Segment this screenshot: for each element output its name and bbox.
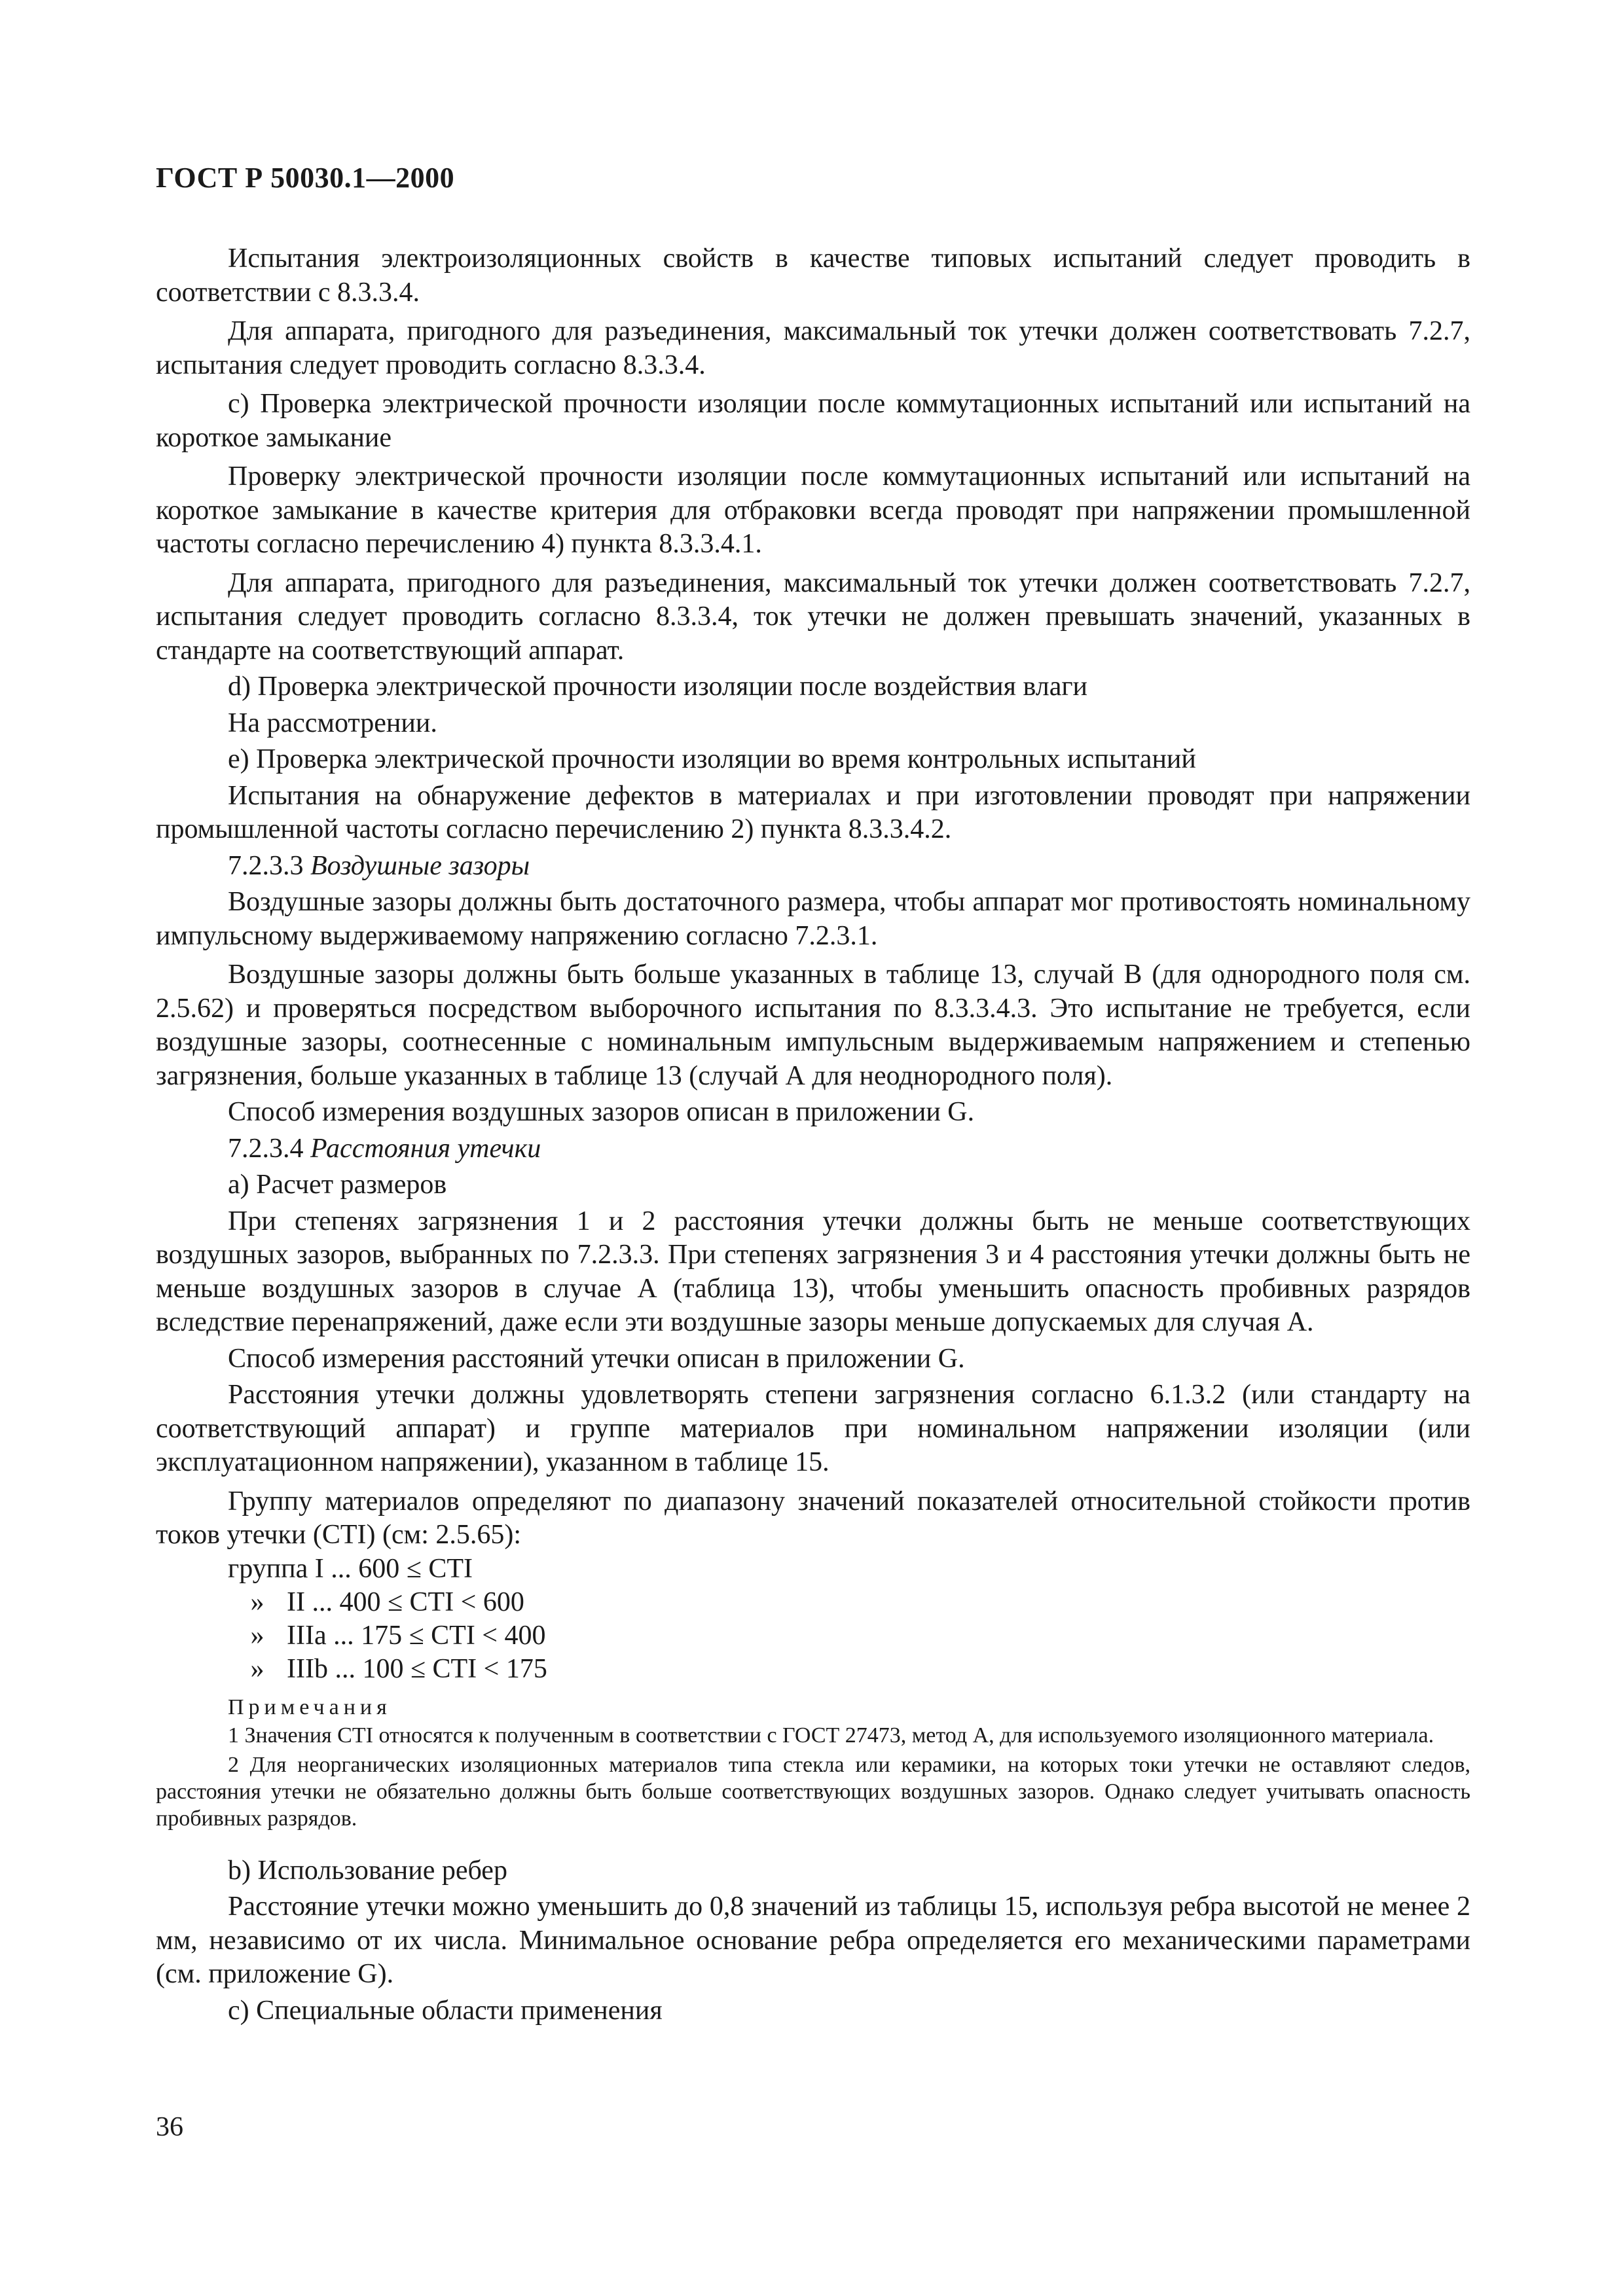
group-label: группа: [228, 1553, 308, 1584]
group-range: I ... 600 ≤ CTI: [314, 1553, 473, 1584]
section-title: Воздушные зазоры: [310, 850, 530, 881]
document-body: [156, 242, 1470, 2028]
section-heading-7234: [156, 1132, 1470, 1166]
paragraph: Группу материалов определяют по диапазону значений показателей относительной стойкости против токов утечки (CTI) (см: 2.5.65):: [156, 1486, 1470, 1550]
paragraph: На рассмотрении.: [228, 708, 437, 738]
ditto-mark: »: [250, 1620, 264, 1651]
paragraph: Способ измерения расстояний утечки описан в приложении G.: [228, 1343, 965, 1374]
paragraph: Для аппарата, пригодного для разъединения, максимальный ток утечки должен соответствовать 7.2.7, испытания следует проводить согласно 8.3.3.4, ток утечки не должен превышать значений, указанных в стандарте на соответствующий аппарат.: [156, 567, 1470, 666]
note-item: 1 Значения CTI относятся к полученным в соответствии с ГОСТ 27473, метод А, для используемого изоляционного материала.: [228, 1723, 1434, 1748]
paragraph: Испытания на обнаружение дефектов в материалах и при изготовлении проводят при напряжении промышленной частоты согласно перечислению 2) пункта 8.3.3.4.2.: [156, 780, 1470, 844]
paragraph: с) Проверка электрической прочности изоляции после коммутационных испытаний или испытаний на короткое замыкание: [156, 389, 1470, 453]
paragraph: b) Использование ребер: [228, 1855, 507, 1886]
paragraph: d) Проверка электрической прочности изоляции после воздействия влаги: [228, 672, 1088, 702]
list-item: [228, 1653, 1470, 1686]
section-heading-7233: [156, 850, 1470, 884]
paragraph: Способ измерения воздушных зазоров описан в приложении G.: [228, 1097, 975, 1127]
notes-title: Примечания: [228, 1695, 392, 1719]
paragraph: Воздушные зазоры должны быть достаточного размера, чтобы аппарат мог противостоять номинальному импульсному выдерживаемому напряжению согласно 7.2.3.1.: [156, 887, 1470, 951]
list-item: [228, 1586, 1470, 1619]
list-item: [228, 1619, 1470, 1653]
list-item: [228, 1552, 1470, 1586]
section-number: 7.2.3.3: [228, 850, 304, 881]
paragraph: е) Проверка электрической прочности изоляции во время контрольных испытаний: [228, 744, 1196, 774]
paragraph: Расстояния утечки должны удовлетворять степени загрязнения согласно 6.1.3.2 (или стандарту на соответствующий аппарат) и группе материалов при номинальном напряжении изоляции (или эксплуатационном напряжении), указанном в таблице 15.: [156, 1380, 1470, 1477]
group-range: II ... 400 ≤ CTI < 600: [287, 1587, 524, 1617]
note-item: 2 Для неорганических изоляционных материалов типа стекла или керамики, на которых токи утечки не оставляют следов, расстояния утечки не обязательно должны быть больше соответствующих воздушных зазоров. Однако следует учитывать опасность пробивных разрядов.: [156, 1752, 1470, 1831]
page-number: 36: [156, 2112, 183, 2142]
paragraph: Проверку электрической прочности изоляции после коммутационных испытаний или испытаний на короткое замыкание в качестве критерия для отбраковки всегда проводят при напряжении промышленной частоты согласно перечислению 4) пункта 8.3.3.4.1.: [156, 461, 1470, 559]
group-range: IIIa ... 175 ≤ CTI < 400: [287, 1620, 546, 1651]
paragraph: Расстояние утечки можно уменьшить до 0,8 значений из таблицы 15, используя ребра высотой не менее 2 мм, независимо от их числа. Минимальное основание ребра определяется его механическими параметрами (см. приложение G).: [156, 1892, 1470, 1989]
section-title: Расстояния утечки: [310, 1133, 541, 1164]
document-header: ГОСТ Р 50030.1—2000: [156, 162, 455, 194]
group-range: IIIb ... 100 ≤ CTI < 175: [287, 1653, 547, 1684]
paragraph: Для аппарата, пригодного для разъединения, максимальный ток утечки должен соответствовать 7.2.7, испытания следует проводить согласно 8.3.3.4.: [156, 316, 1470, 380]
paragraph: а) Расчет размеров: [228, 1170, 447, 1200]
paragraph: Испытания электроизоляционных свойств в качестве типовых испытаний следует проводить в соответствии с 8.3.3.4.: [156, 243, 1470, 308]
paragraph: с) Специальные области применения: [228, 1995, 663, 2026]
section-number: 7.2.3.4: [228, 1133, 304, 1164]
material-groups-list: [156, 1552, 1470, 1686]
paragraph: При степенях загрязнения 1 и 2 расстояния утечки должны быть не меньше соответствующих воздушных зазоров, выбранных по 7.2.3.3. При степенях загрязнения 3 и 4 расстояния утечки должны быть не меньше воздушных зазоров в случае А (таблица 13), чтобы уменьшить опасность пробивных разрядов вследствие перенапряжений, даже если эти воздушные зазоры меньше допускаемых для случая А.: [156, 1206, 1470, 1337]
paragraph: Воздушные зазоры должны быть больше указанных в таблице 13, случай В (для однородного поля см. 2.5.62) и проверяться посредством выборочного испытания по 8.3.3.4.3. Это испытание не требуется, если воздушные зазоры, соотнесенные с номинальным импульсным выдерживаемым напряжением и степенью загрязнения, больше указанных в таблице 13 (случай А для неоднородного поля).: [156, 960, 1470, 1091]
ditto-mark: »: [250, 1653, 264, 1684]
ditto-mark: »: [250, 1587, 264, 1617]
notes-block: [156, 1694, 1470, 1832]
